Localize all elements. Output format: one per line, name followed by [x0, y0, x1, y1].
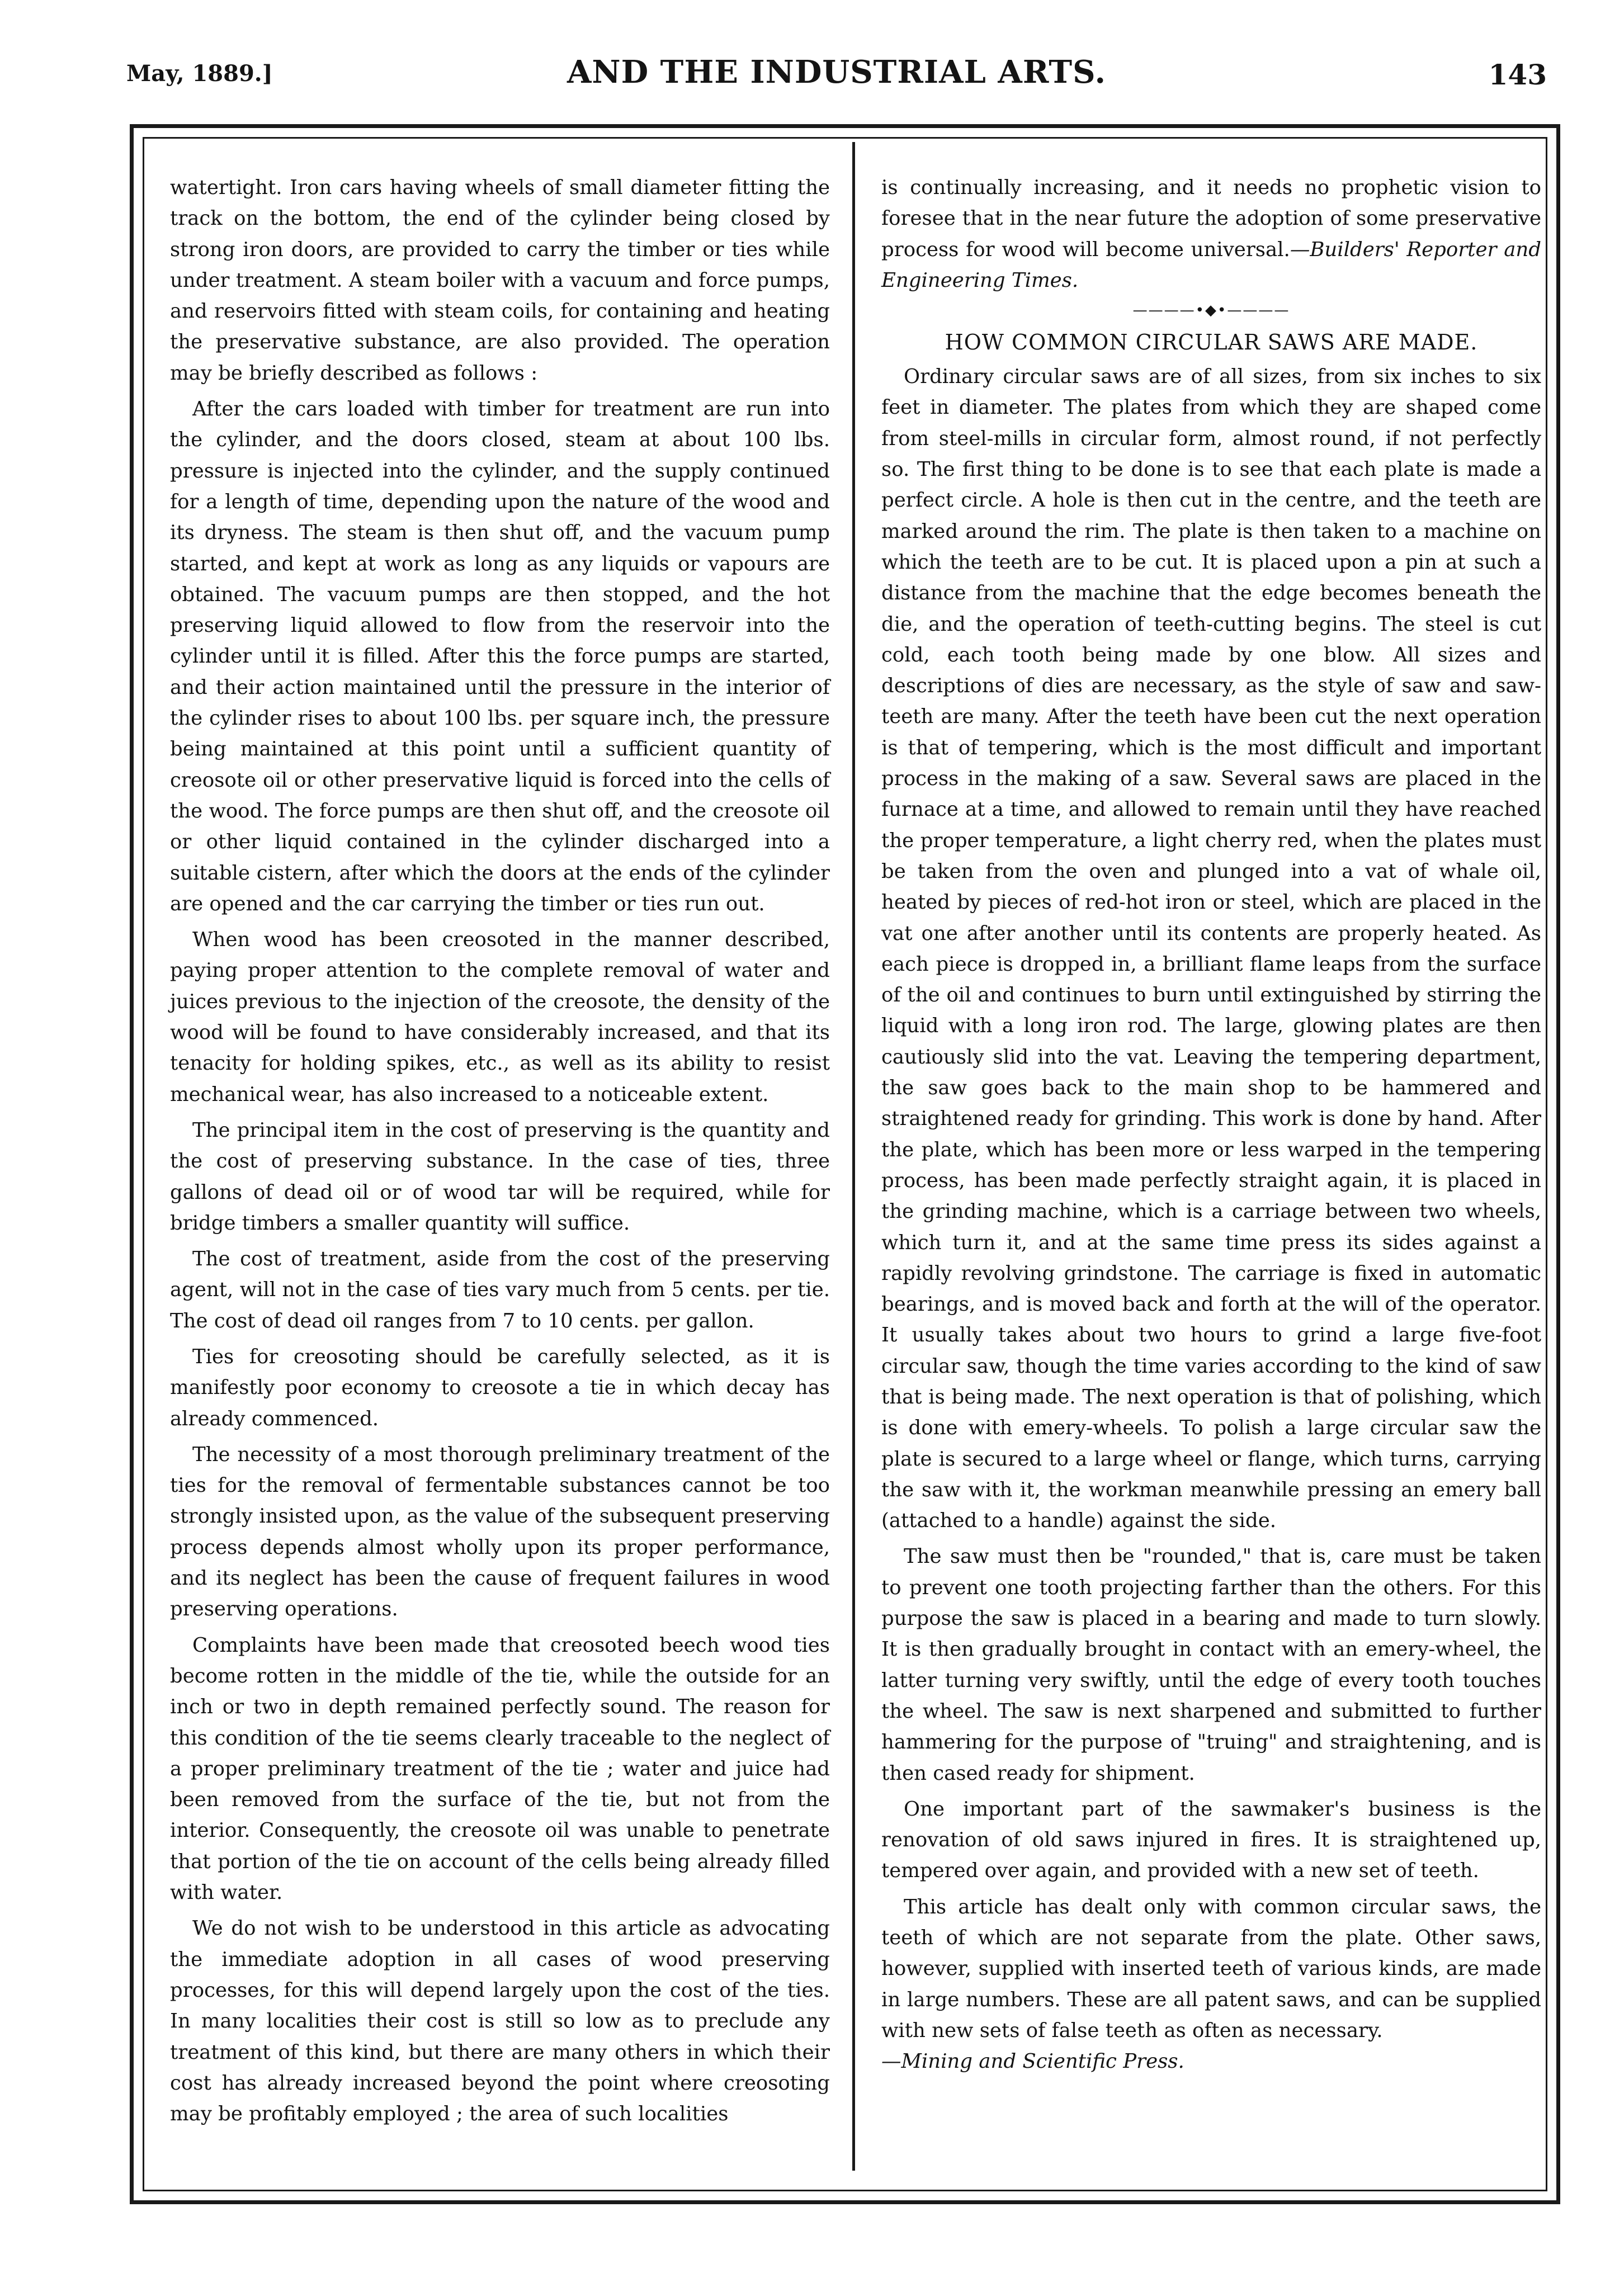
inner-frame — [143, 137, 1547, 2191]
article-heading: HOW COMMON CIRCULAR SAWS ARE MADE. — [945, 330, 1478, 355]
page-frame — [130, 124, 1560, 2204]
paragraph: The cost of treatment, aside from the cost of the preserving agent, will not in the case of ties vary much from 5 cents. per tie. The cost of dead oil ranges from 7 to 10 cents. per gallon. — [170, 1247, 830, 1332]
left-column — [170, 172, 830, 2134]
page-number: 143 — [1488, 58, 1547, 91]
paragraph: The saw must then be "rounded," that is, care must be taken to prevent one tooth projecting farther than the others. For this purpose the saw is placed in a bearing and made to turn slowly. It is then gradually brought in contact with an emery-wheel, the latter turning very swiftly, until the edge of every tooth touches the wheel. The saw is next sharpened and submitted to further hammering for the purpose of "truing" and straightening, and is then cased ready for shipment. — [881, 1545, 1541, 1785]
page-header — [126, 54, 1547, 104]
running-title: AND THE INDUSTRIAL ARTS. — [566, 54, 1107, 91]
final-paragraph — [881, 1892, 1541, 2077]
paragraph: Ties for creosoting should be carefully selected, as it is manifestly poor economy to creosote a tie in which decay has already commenced. — [170, 1345, 830, 1430]
paragraph: We do not wish to be understood in this article as advocating the immediate adoption in all cases of wood preserving processes, for this will depend largely upon the cost of the ties. In many localities their cost is still so low as to preclude any treatment of this kind, but there are many others in which their cost has already increased beyond the point where creosoting may be profitably employed ; the area of such localities — [170, 1917, 830, 2126]
paragraph: Ordinary circular saws are of all sizes, from six inches to six feet in diameter. The plates from which they are shaped come from steel-mills in circular form, almost round, if not perfectly so. The first thing to be done is to see that each plate is made a perfect circle. A hole is then cut in the centre, and the teeth are marked around the rim. The plate is then taken to a machine on which the teeth are to be cut. It is placed upon a pin at such a distance from the machine that the edge becomes beneath the die, and the operation of teeth-cutting begins. The steel is cut cold, each tooth being made by one blow. All sizes and descriptions of dies are necessary, as the style of saw and saw-teeth are many. After the teeth have been cut the next operation is that of tempering, which is the most difficult and important process in the making of a saw. Several saws are placed in the furnace at a time, and allowed to remain until they have reached the proper temperature, a light cherry red, when the plates must be taken from the oven and plunged into a vat of whale oil, heated by pieces of red-hot iron or steel, which are placed in the vat one after another until its contents are properly heated. As each piece is dropped in, a brilliant flame leaps from the surface of the oil and continues to burn until extinguished by stirring the liquid with a long iron rod. The large, glowing plates are then cautiously slid into the vat. Leaving the tempering department, the saw goes back to the main shop to be hammered and straightened ready for grinding. This work is done by hand. After the plate, which has been more or less warped in the tempering process, has been made perfectly straight again, it is placed in the grinding machine, which is a carriage between two wheels, which turn it, and at the same time press its sides against a rapidly revolving grindstone. The carriage is fixed in automatic bearings, and is moved back and forth at the will of the operator. It usually takes about two hours to grind a large five-foot circular saw, though the time varies according to the kind of saw that is being made. The next operation is that of polishing, which is done with emery-wheels. To polish a large circular saw the plate is secured to a large wheel or flange, which turns, carrying the saw with it, the workman meanwhile pressing an emery ball (attached to a handle) against the side. — [881, 365, 1541, 1533]
column-divider — [852, 142, 855, 2171]
source-credit: —Mining and Scientific Press. — [881, 2050, 1184, 2073]
paragraph: One important part of the sawmaker's business is the renovation of old saws injured in fires. It is straightened up, tempered over again, and provided with a new set of teeth. — [881, 1797, 1541, 1883]
paragraph: The necessity of a most thorough preliminary treatment of the ties for the removal of fermentable substances cannot be too strongly insisted upon, as the value of the subsequent preserving process depends almost wholly upon its proper performance, and its neglect has been the cause of frequent failures in wood preserving operations. — [170, 1443, 830, 1621]
right-column — [881, 172, 1541, 2082]
paragraph: When wood has been creosoted in the manner described, paying proper attention to the complete removal of water and juices previous to the injection of the creosote, the density of the wood will be found to have considerably increased, and that its tenacity for holding spikes, etc., as well as its ability to resist mechanical wear, has also increased to a noticeable extent. — [170, 928, 830, 1106]
paragraph: watertight. Iron cars having wheels of small diameter fitting the track on the bottom, the end of the cylinder being closed by strong iron doors, are provided to carry the timber or ties while under treatment. A steam boiler with a vacuum and force pumps, and reservoirs fitted with steam coils, for containing and heating the preservative substance, are also provided. The operation may be briefly described as follows : — [170, 176, 830, 385]
issue-date: May, 1889.] — [126, 60, 273, 87]
final-text: This article has dealt only with common circular saws, the teeth of which are not separate from the plate. Other saws, however, supplied with inserted teeth of various kinds, are made in large numbers. These are all patent saws, and can be supplied with new sets of false teeth as often as necessary. — [881, 1895, 1541, 2042]
paragraph: The principal item in the cost of preserving is the quantity and the cost of preserving substance. In the case of ties, three gallons of dead oil or of wood tar will be required, while for bridge timbers a smaller quantity will suffice. — [170, 1118, 830, 1235]
continuation-text: is continually increasing, and it needs no prophetic vision to foresee that in the near future the adoption of some preservative process for wood will become universal. — [881, 176, 1541, 261]
article-separator: ————•◆•———— — [1132, 302, 1290, 319]
continuation-paragraph — [881, 172, 1541, 296]
paragraph: After the cars loaded with timber for treatment are run into the cylinder, and the doors closed, steam at about 100 lbs. pressure is injected into the cylinder, and the supply continued for a length of time, depending upon the nature of the wood and its dryness. The steam is then shut off, and the vacuum pump started, and kept at work as long as any liquids or vapours are obtained. The vacuum pumps are then stopped, and the hot preserving liquid allowed to flow from the reservoir into the cylinder until it is filled. After this the force pumps are started, and their action maintained until the pressure in the interior of the cylinder rises to about 100 lbs. per square inch, the pressure being maintained at this point until a sufficient quantity of creosote oil or other preservative liquid is forced into the cells of the wood. The force pumps are then shut off, and the creosote oil or other liquid contained in the cylinder discharged into a suitable cistern, after which the doors at the ends of the cylinder are opened and the car carrying the timber or ties run out. — [170, 398, 830, 915]
source-credit: —Builders' Reporter and Engineering Times. — [881, 238, 1541, 292]
paragraph: Complaints have been made that creosoted beech wood ties become rotten in the middle of the tie, while the outside for an inch or two in depth remained perfectly sound. The reason for this condition of the tie seems clearly traceable to the neglect of a proper preliminary treatment of the tie ; water and juice had been removed from the surface of the tie, but not from the interior. Consequently, the creosote oil was unable to penetrate that portion of the tie on account of the cells being already filled with water. — [170, 1633, 830, 1905]
